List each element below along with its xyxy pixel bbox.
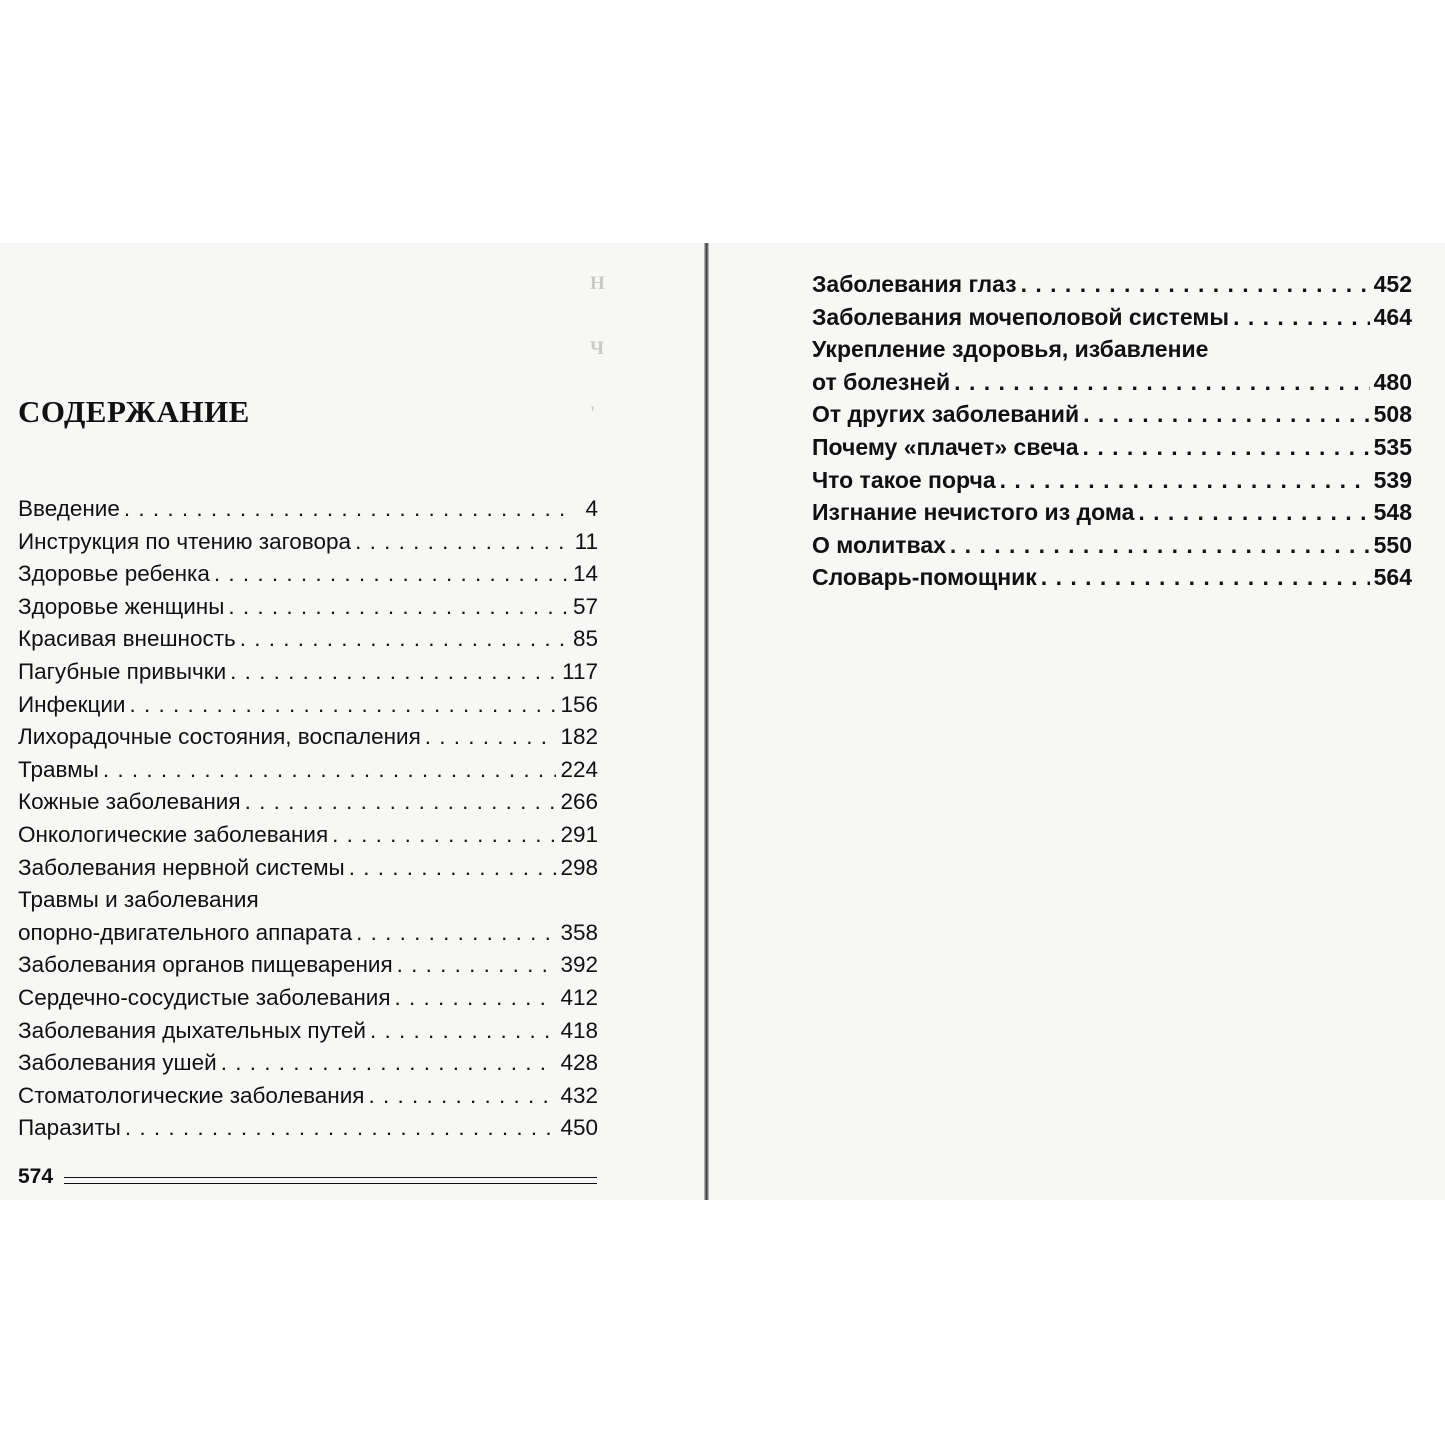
toc-entry[interactable]: Травмы . . . 224	[18, 754, 598, 787]
toc-entry[interactable]: Заболевания глаз . . . 452	[812, 268, 1412, 301]
toc-entry[interactable]: Онкологические заболевания . . . 291	[18, 819, 598, 852]
toc-entry[interactable]: Паразиты . . . 450	[18, 1112, 598, 1145]
toc-entry[interactable]: Здоровье женщины . . . 57	[18, 591, 598, 624]
right-page	[708, 243, 1445, 1200]
toc-entry[interactable]: Заболевания нервной системы . . . 298	[18, 852, 598, 885]
toc-entry[interactable]: Здоровье ребенка . . . 14	[18, 558, 598, 591]
toc-entry[interactable]: Инструкция по чтению заговора . . . 11	[18, 526, 598, 559]
toc-entry[interactable]: Пагубные привычки . . . 117	[18, 656, 598, 689]
toc-entry[interactable]: Введение . . . 4	[18, 493, 598, 526]
toc-entry[interactable]: От других заболеваний . . . 508	[812, 398, 1412, 431]
toc-right-list	[812, 268, 1412, 594]
toc-entry[interactable]: Изгнание нечистого из дома . . . 548	[812, 496, 1412, 529]
toc-entry[interactable]: Сердечно-сосудистые заболевания . . . 412	[18, 982, 598, 1015]
toc-title: СОДЕРЖАНИЕ	[18, 394, 250, 429]
toc-entry[interactable]: Заболевания ушей . . . 428	[18, 1047, 598, 1080]
toc-entry[interactable]: от болезней . . . 480	[812, 366, 1412, 399]
toc-entry[interactable]: Травмы и заболевания	[18, 887, 259, 913]
book-spread	[0, 243, 1445, 1200]
toc-entry[interactable]: Что такое порча . . . 539	[812, 464, 1412, 497]
toc-entry[interactable]: Заболевания мочеполовой системы . . . 464	[812, 301, 1412, 334]
toc-entry[interactable]: Словарь-помощник . . . 564	[812, 561, 1412, 594]
toc-entry[interactable]: Укрепление здоровья, избавление	[812, 336, 1209, 363]
page-number: 574	[18, 1165, 54, 1188]
toc-entry[interactable]: Кожные заболевания . . . 266	[18, 786, 598, 819]
left-page	[0, 243, 708, 1200]
toc-entry[interactable]: Красивая внешность . . . 85	[18, 623, 598, 656]
show-through-text: Н	[590, 273, 606, 294]
toc-left-list	[18, 493, 598, 1145]
toc-entry[interactable]: Заболевания органов пищеварения . . . 392	[18, 949, 598, 982]
toc-entry[interactable]: О молитвах . . . 550	[812, 529, 1412, 562]
show-through-text: Ч	[590, 338, 605, 359]
toc-entry[interactable]: Инфекции . . . 156	[18, 689, 598, 722]
toc-entry[interactable]: Лихорадочные состояния, воспаления . . . 182	[18, 721, 598, 754]
toc-entry[interactable]: Стоматологические заболевания . . . 432	[18, 1080, 598, 1113]
show-through-text: '	[590, 403, 596, 424]
footer-double-rule	[64, 1177, 597, 1184]
toc-entry[interactable]: Почему «плачет» свеча . . . 535	[812, 431, 1412, 464]
toc-entry[interactable]: опорно-двигательного аппарата . . . 358	[18, 917, 598, 950]
toc-entry[interactable]: Заболевания дыхательных путей . . . 418	[18, 1015, 598, 1048]
